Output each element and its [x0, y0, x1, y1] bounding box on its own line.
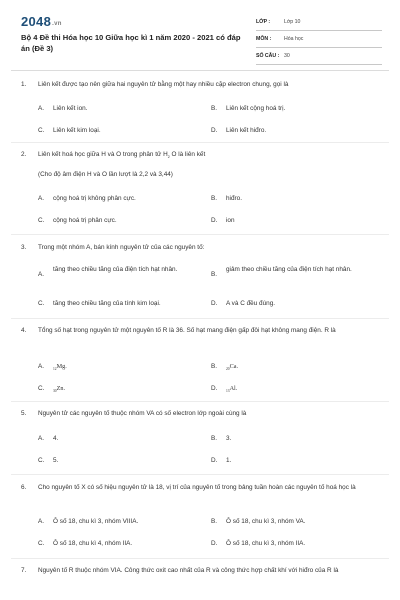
question-note: (Cho độ âm điện H và O lần lượt là 2,2 và 3,44)	[38, 171, 173, 178]
meta-value: Lớp 10	[284, 19, 301, 25]
meta-value: Hóa học	[284, 36, 304, 42]
question-3	[21, 243, 381, 313]
question-divider	[11, 318, 389, 319]
document-title: Bộ 4 Đề thi Hóa học 10 Giữa học kì 1 năm 2020 - 2021 có đáp án (Đề 3)	[21, 33, 241, 53]
element-symbol: Ca.	[229, 363, 239, 370]
option-label: A.	[38, 435, 45, 442]
meta-label: MÔN :	[256, 36, 272, 42]
logo-suffix: .vn	[52, 21, 62, 27]
meta-label: SỐ CÂU :	[256, 53, 280, 59]
question-number: 3.	[21, 244, 27, 251]
question-number: 4.	[21, 327, 27, 334]
element-symbol: Al.	[229, 385, 238, 392]
logo-text: 2048	[21, 14, 52, 29]
element-symbol: Mg.	[56, 363, 67, 370]
option-label: A.	[38, 363, 45, 370]
question-divider	[11, 234, 389, 235]
option-formula	[53, 362, 203, 374]
option-label: D.	[211, 385, 218, 392]
question-number: 5.	[21, 410, 27, 417]
option-formula	[53, 384, 203, 396]
question-7	[21, 566, 381, 596]
option-label: C.	[38, 300, 45, 307]
question-text-part: O là liên kết	[171, 151, 206, 158]
option-label: B.	[211, 105, 218, 112]
option-text: hiđro.	[226, 195, 242, 202]
option-label: A.	[38, 195, 45, 202]
question-text: Tổng số hạt trong nguyên tử một nguyên tố R là 36. Số hạt mang điện gấp đôi hạt không mang điện. R là	[38, 327, 336, 334]
option-text: ion	[226, 217, 235, 224]
meta-row-count	[256, 48, 382, 65]
option-text: 5.	[53, 457, 59, 464]
exam-header	[21, 14, 381, 64]
option-label: D.	[211, 457, 218, 464]
atomic-number: 20	[226, 367, 230, 372]
subscript: 2	[167, 155, 170, 159]
question-divider	[11, 558, 389, 559]
question-6	[21, 483, 381, 553]
question-text-part: Liên kết hoá học giữa H và O trong phân tử H	[38, 151, 168, 158]
option-label: C.	[38, 540, 45, 547]
meta-row-subject	[256, 31, 382, 48]
option-label: D.	[211, 127, 218, 134]
site-logo[interactable]	[21, 14, 62, 29]
question-text: Nguyên tố R thuộc nhóm VIA. Công thức oxit cao nhất của R và công thức hợp chất khí với hiđro của R là	[38, 567, 339, 574]
option-text: Liên kết hiđro.	[226, 127, 267, 134]
option-text: 4.	[53, 435, 59, 442]
atomic-number: 12	[53, 367, 57, 372]
question-4	[21, 326, 381, 398]
option-text: tăng theo chiều tăng của tính kim loại.	[53, 300, 161, 307]
question-text: Trong một nhóm A, bán kính nguyên tử của các nguyên tố:	[38, 244, 205, 251]
question-number: 6.	[21, 484, 27, 491]
question-number: 7.	[21, 567, 27, 574]
option-label: D.	[211, 540, 218, 547]
question-1	[21, 80, 381, 140]
option-formula	[226, 362, 376, 374]
option-label: C.	[38, 127, 45, 134]
meta-value: 30	[284, 53, 290, 59]
option-label: B.	[211, 518, 218, 525]
option-label: B.	[211, 195, 218, 202]
meta-label: LỚP :	[256, 19, 271, 25]
meta-row-class	[256, 14, 382, 31]
option-label: C.	[38, 385, 45, 392]
option-text: Liên kết kim loại.	[53, 127, 101, 134]
option-text: Ô số 18, chu kì 3, nhóm IIA.	[226, 540, 306, 547]
question-divider	[11, 474, 389, 475]
option-text: cộng hoá trị không phân cực.	[53, 195, 136, 202]
option-label: A.	[38, 271, 45, 278]
option-text: Ô số 18, chu kì 4, nhóm IIA.	[53, 540, 133, 547]
option-formula	[226, 384, 376, 396]
question-number: 2.	[21, 151, 27, 158]
header-divider	[11, 70, 389, 71]
option-label: B.	[211, 435, 218, 442]
question-divider	[11, 142, 389, 143]
question-5	[21, 409, 381, 469]
question-divider	[11, 401, 389, 402]
option-text: giảm theo chiều tăng của điện tích hạt nhân.	[226, 266, 352, 273]
option-label: B.	[211, 363, 218, 370]
option-text: Ô số 18, chu kì 3, nhóm VIIIA.	[53, 518, 139, 525]
option-label: A.	[38, 518, 45, 525]
option-text: tăng theo chiều tăng của điện tích hạt nhân.	[53, 266, 178, 273]
question-text: Cho nguyên tố X có số hiệu nguyên tử là 18, vị trí của nguyên tố trong bảng tuần hoàn các nguyên tố hoá học là	[38, 484, 356, 491]
option-label: A.	[38, 105, 45, 112]
question-number: 1.	[21, 81, 27, 88]
option-text: A và C đều đúng.	[226, 300, 276, 307]
option-text: cộng hoá trị phân cực.	[53, 217, 117, 224]
exam-meta	[256, 14, 382, 65]
question-text: Liên kết được tạo nên giữa hai nguyên tử bằng một hay nhiều cặp electron chung, gọi là	[38, 81, 289, 88]
option-text: 3.	[226, 435, 232, 442]
option-label: D.	[211, 217, 218, 224]
question-text	[38, 150, 368, 162]
option-label: D.	[211, 300, 218, 307]
option-text: 1.	[226, 457, 232, 464]
question-2	[21, 150, 381, 230]
option-label: C.	[38, 457, 45, 464]
option-label: B.	[211, 271, 218, 278]
option-text: Liên kết cộng hoá trị.	[226, 105, 286, 112]
atomic-number: 30	[53, 389, 57, 394]
atomic-number: 13	[226, 389, 230, 394]
option-label: C.	[38, 217, 45, 224]
element-symbol: Zn.	[56, 385, 66, 392]
option-text: Liên kết ion.	[53, 105, 88, 112]
question-text: Nguyên tử các nguyên tố thuộc nhóm VA có số electron lớp ngoài cùng là	[38, 410, 247, 417]
option-text: Ô số 18, chu kì 3, nhóm VA.	[226, 518, 306, 525]
